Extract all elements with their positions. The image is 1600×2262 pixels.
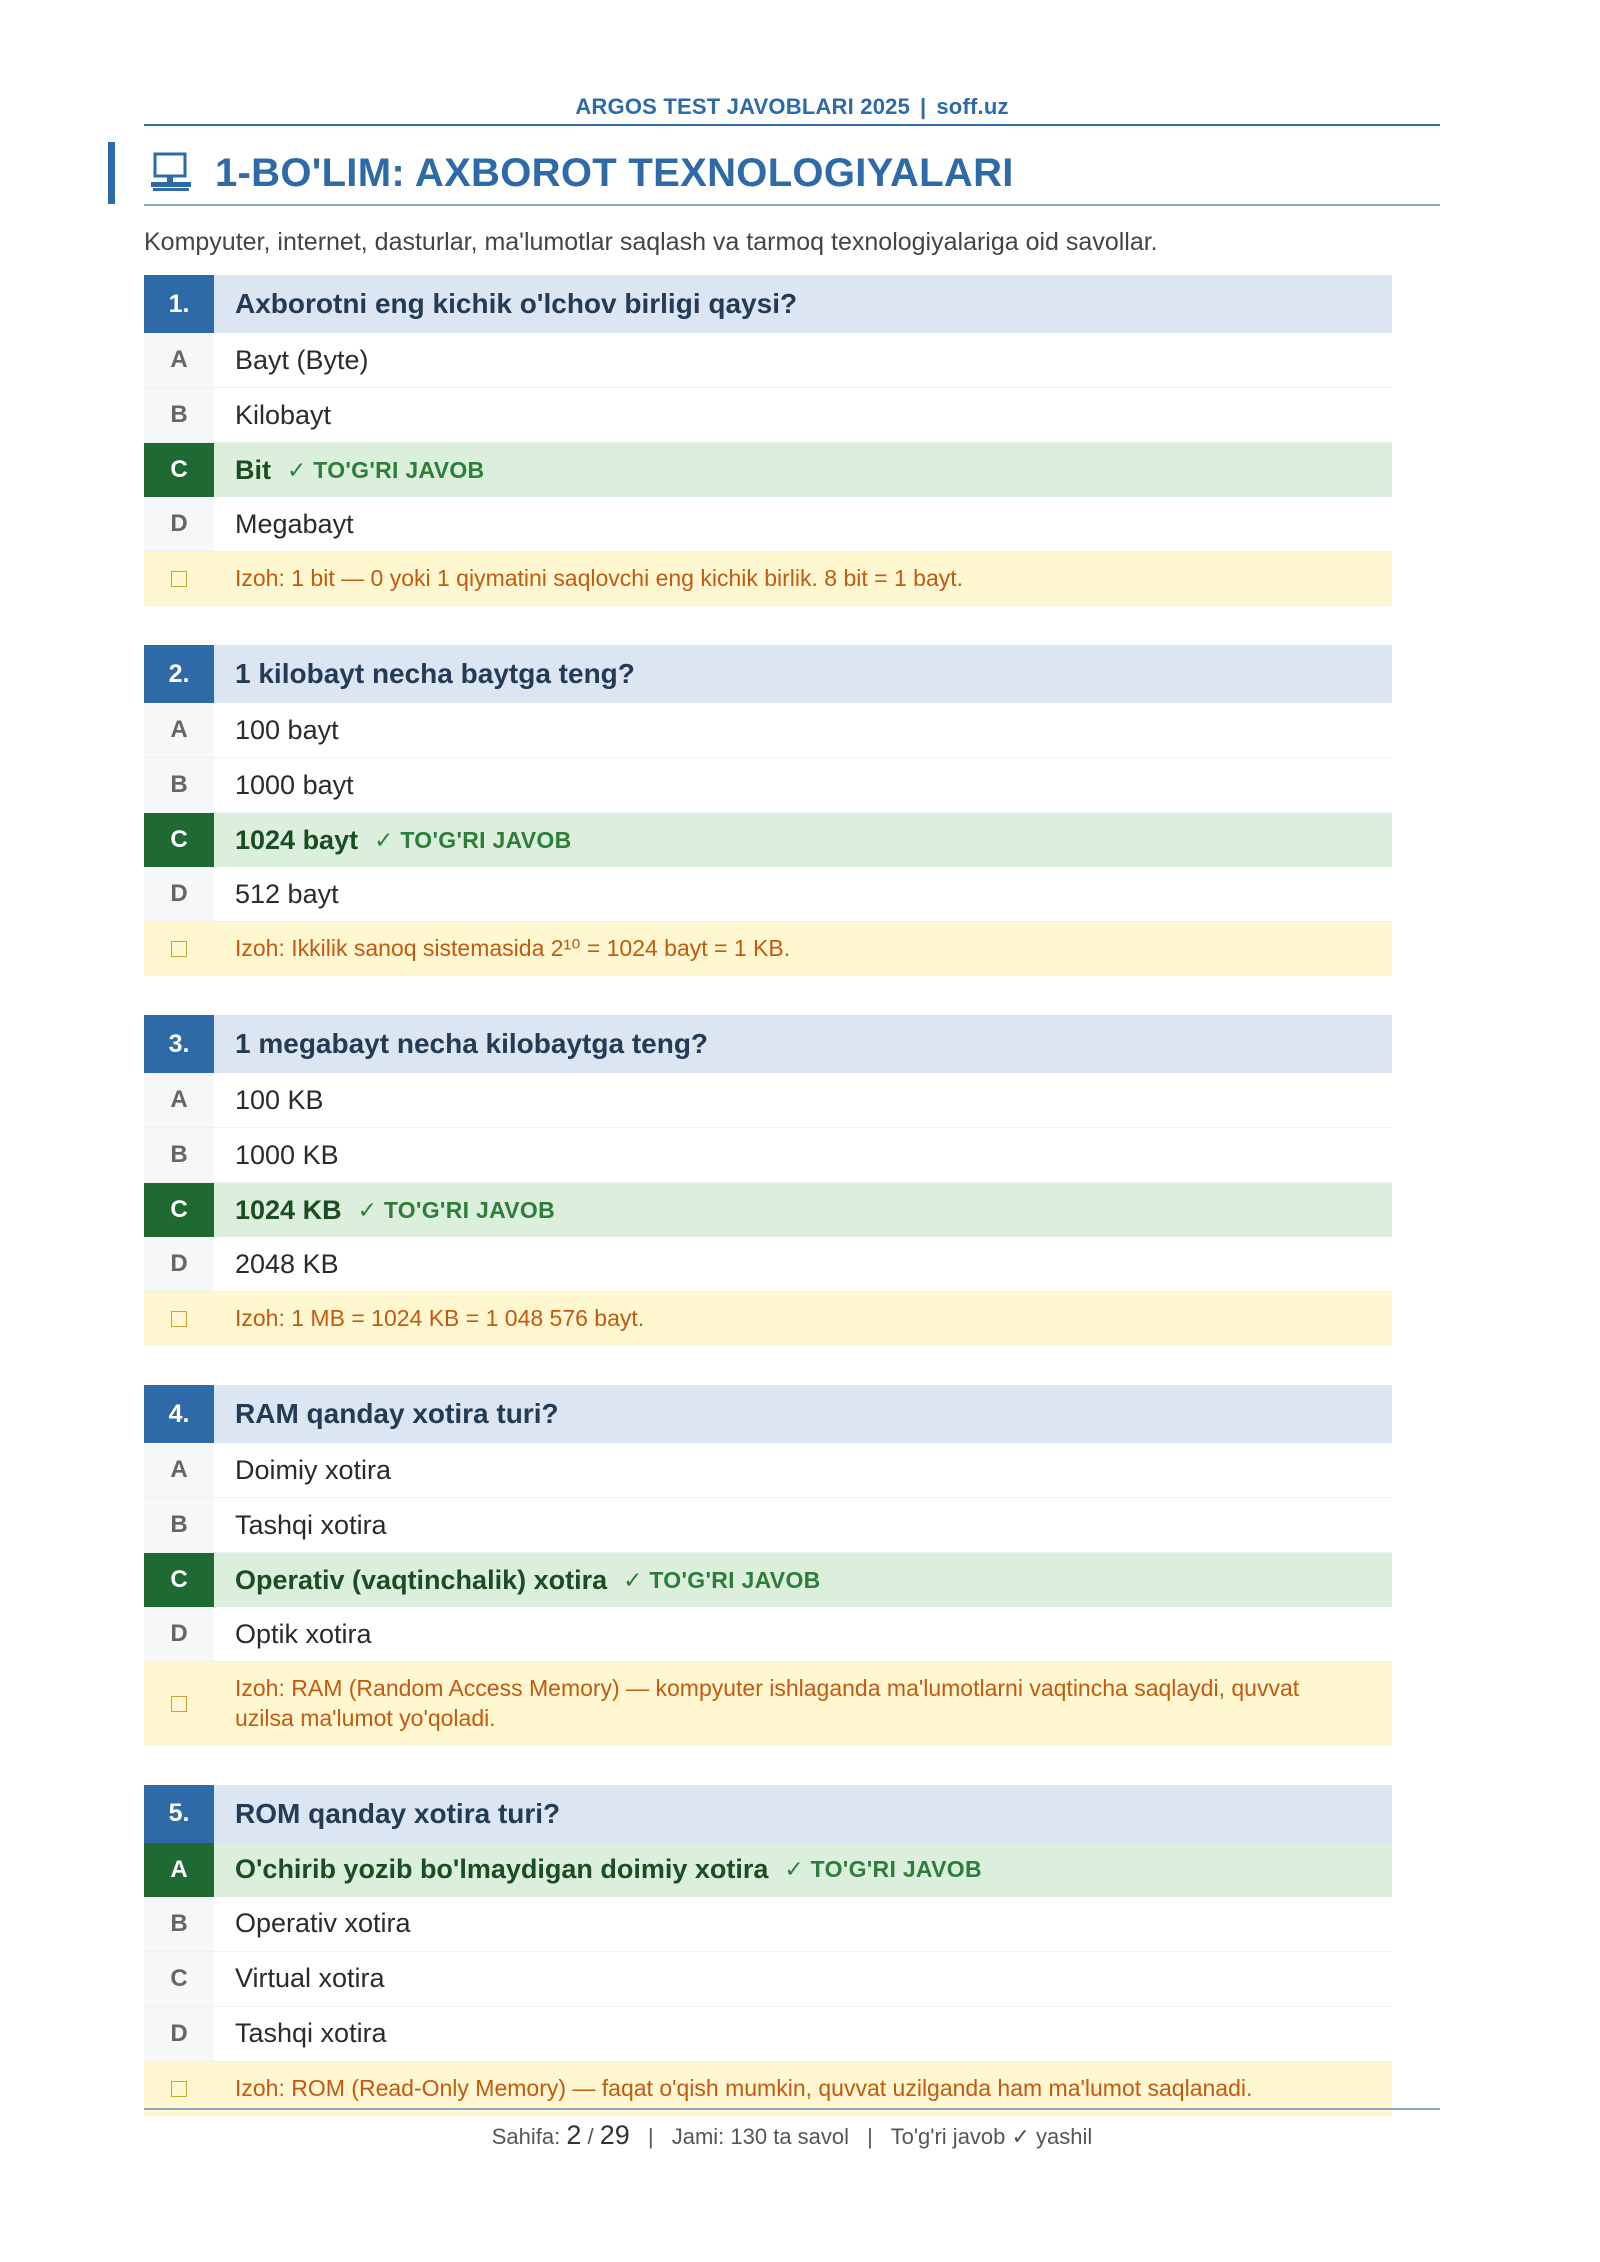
question-number: 3.	[144, 1015, 214, 1073]
answer-option	[144, 1237, 1392, 1292]
header-title: ARGOS TEST JAVOBLARI 2025	[575, 94, 911, 119]
header-separator: |	[920, 94, 927, 119]
note-text: Izoh: ROM (Read-Only Memory) — faqat o'qish mumkin, quvvat uzilganda ham ma'lumot saqlanadi.	[214, 2062, 1392, 2116]
note-text: Izoh: 1 bit — 0 yoki 1 qiymatini saqlovchi eng kichik birlik. 8 bit = 1 bayt.	[214, 552, 1392, 606]
option-text: 1024 bayt	[235, 824, 359, 855]
note-text: Izoh: Ikkilik sanoq sistemasida 2¹⁰ = 1024 bayt = 1 KB.	[214, 922, 1392, 976]
question-header	[144, 1385, 1392, 1443]
option-letter: D	[144, 1237, 214, 1291]
option-text: 1024 KB	[235, 1194, 342, 1225]
answer-option	[144, 1897, 1392, 1952]
option-letter: A	[144, 1073, 214, 1127]
option-text: Optik xotira	[235, 1618, 372, 1649]
option-letter: A	[144, 333, 214, 387]
correct-answer-badge: ✓ TO'G'RI JAVOB	[287, 456, 485, 483]
answer-option	[144, 497, 1392, 552]
section-heading: 1-BO'LIM: AXBOROT TEXNOLOGIYALARI	[215, 150, 1014, 195]
correct-answer-option	[144, 813, 1392, 867]
note-icon	[171, 941, 187, 957]
question-total: Jami: 130 ta savol	[671, 2124, 850, 2149]
answer-option	[144, 1443, 1392, 1498]
correct-answer-option	[144, 443, 1392, 497]
option-text: 512 bayt	[235, 878, 339, 909]
question-block	[144, 1015, 1392, 1346]
option-letter: C	[144, 813, 214, 867]
option-text: O'chirib yozib bo'lmaydigan doimiy xotira	[235, 1854, 769, 1885]
option-text: Tashqi xotira	[235, 1509, 387, 1540]
option-letter: A	[144, 1443, 214, 1497]
section-title	[108, 142, 1440, 204]
option-text: Bayt (Byte)	[235, 344, 369, 375]
header-divider	[144, 124, 1440, 126]
question-block	[144, 1785, 1392, 2116]
correct-legend: To'g'ri javob ✓ yashil	[890, 2124, 1093, 2149]
answer-option	[144, 1498, 1392, 1553]
section-intro: Kompyuter, internet, dasturlar, ma'lumotlar saqlash va tarmoq texnologiyalariga oid savollar.	[144, 228, 1158, 256]
page-current: 2	[566, 2120, 582, 2150]
option-text: Tashqi xotira	[235, 2018, 387, 2049]
answer-option	[144, 2007, 1392, 2062]
question-text: Axborotni eng kichik o'lchov birligi qaysi?	[214, 275, 1392, 333]
question-number: 2.	[144, 645, 214, 703]
option-letter: D	[144, 867, 214, 921]
correct-answer-badge: ✓ TO'G'RI JAVOB	[623, 1566, 821, 1593]
option-text: Kilobayt	[235, 399, 332, 430]
answer-option	[144, 867, 1392, 922]
option-text: 1000 bayt	[235, 769, 354, 800]
answer-option	[144, 1073, 1392, 1128]
title-divider	[144, 204, 1440, 206]
header-site: soff.uz	[936, 94, 1009, 119]
correct-answer-option	[144, 1553, 1392, 1607]
answer-option	[144, 758, 1392, 813]
explanation-note	[144, 1292, 1392, 1346]
explanation-note	[144, 552, 1392, 606]
page-header	[144, 94, 1440, 120]
question-list	[144, 275, 1392, 2155]
option-letter: A	[144, 703, 214, 757]
option-text: 2048 KB	[235, 1248, 339, 1279]
answer-option	[144, 1128, 1392, 1183]
page-label: Sahifa:	[491, 2124, 561, 2149]
correct-answer-badge: ✓ TO'G'RI JAVOB	[357, 1196, 556, 1223]
question-number: 5.	[144, 1785, 214, 1843]
option-text: 100 KB	[235, 1084, 324, 1115]
option-letter: D	[144, 1607, 214, 1661]
footer-separator: |	[647, 2124, 654, 2149]
question-header	[144, 1785, 1392, 1843]
correct-answer-option	[144, 1183, 1392, 1237]
option-text: Operativ xotira	[235, 1908, 411, 1939]
answer-option	[144, 388, 1392, 443]
option-letter: C	[144, 443, 214, 497]
note-text: Izoh: 1 MB = 1024 KB = 1 048 576 bayt.	[214, 1292, 1392, 1346]
option-text: Megabayt	[235, 508, 354, 539]
question-text: 1 megabayt necha kilobaytga teng?	[214, 1015, 1392, 1073]
option-text: Operativ (vaqtinchalik) xotira	[235, 1564, 608, 1595]
option-letter: B	[144, 1897, 214, 1951]
question-text: RAM qanday xotira turi?	[214, 1385, 1392, 1443]
answer-option	[144, 703, 1392, 758]
question-block	[144, 645, 1392, 976]
question-header	[144, 1015, 1392, 1073]
option-text: 100 bayt	[235, 714, 339, 745]
note-icon	[171, 571, 187, 587]
question-block	[144, 1385, 1392, 1746]
correct-answer-badge: ✓ TO'G'RI JAVOB	[374, 826, 572, 853]
question-text: ROM qanday xotira turi?	[214, 1785, 1392, 1843]
option-text: Doimiy xotira	[235, 1454, 392, 1485]
explanation-note	[144, 922, 1392, 976]
question-header	[144, 645, 1392, 703]
option-letter: B	[144, 1498, 214, 1552]
question-text: 1 kilobayt necha baytga teng?	[214, 645, 1392, 703]
option-letter: B	[144, 758, 214, 812]
footer-divider	[144, 2108, 1440, 2110]
option-letter: A	[144, 1843, 214, 1897]
footer-separator: |	[867, 2124, 873, 2149]
option-letter: C	[144, 1952, 214, 2006]
option-letter: B	[144, 1128, 214, 1182]
option-letter: D	[144, 2007, 214, 2061]
question-number: 4.	[144, 1385, 214, 1443]
page-slash: /	[587, 2124, 594, 2149]
computer-icon	[149, 152, 195, 194]
answer-option	[144, 333, 1392, 388]
option-text: Virtual xotira	[235, 1963, 385, 1994]
page-footer	[144, 2120, 1440, 2151]
correct-answer-option	[144, 1843, 1392, 1897]
option-text: 1000 KB	[235, 1139, 339, 1170]
note-icon	[171, 1311, 187, 1327]
answer-option	[144, 1952, 1392, 2007]
page-total: 29	[599, 2120, 630, 2150]
question-number: 1.	[144, 275, 214, 333]
option-text: Bit	[235, 454, 271, 485]
question-block	[144, 275, 1392, 606]
question-header	[144, 275, 1392, 333]
option-letter: D	[144, 497, 214, 551]
explanation-note	[144, 1662, 1392, 1746]
note-icon	[171, 2081, 187, 2097]
answer-option	[144, 1607, 1392, 1662]
option-letter: C	[144, 1553, 214, 1607]
option-letter: B	[144, 388, 214, 442]
correct-answer-badge: ✓ TO'G'RI JAVOB	[784, 1856, 982, 1883]
note-text: Izoh: RAM (Random Access Memory) — kompyuter ishlaganda ma'lumotlarni vaqtincha saqlaydi, quvvat uzilsa ma'lumot yo'qoladi.	[214, 1662, 1392, 1746]
option-letter: C	[144, 1183, 214, 1237]
note-icon	[171, 1696, 187, 1712]
